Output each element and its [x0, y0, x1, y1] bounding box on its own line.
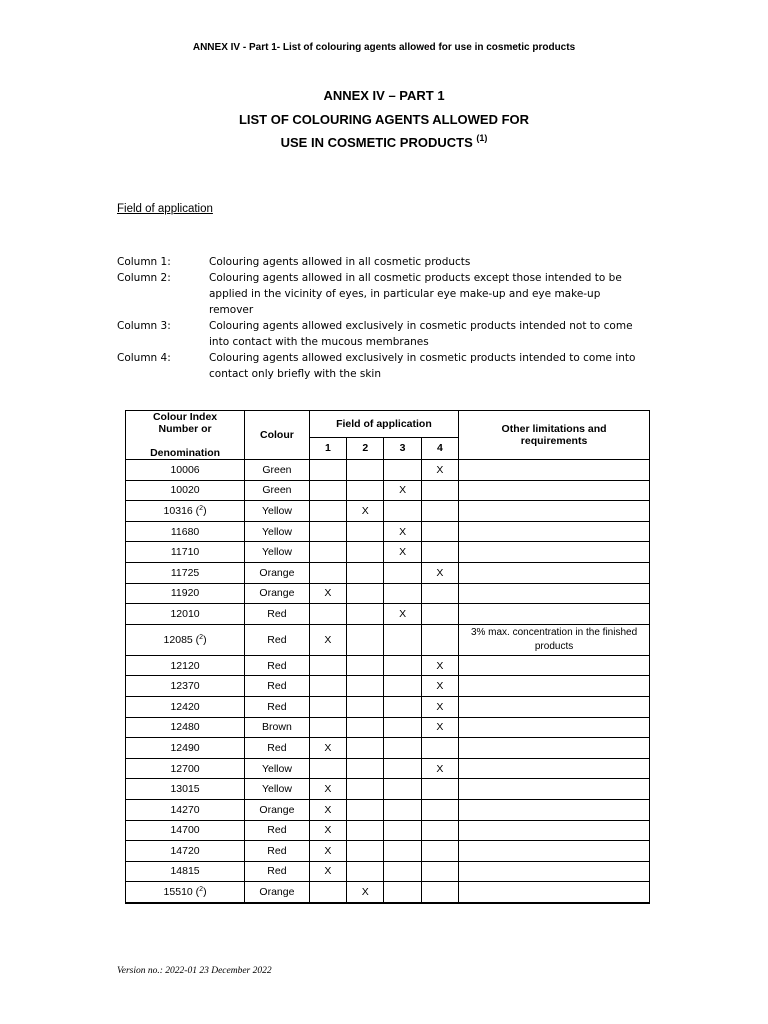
field-col-2-cell	[347, 676, 384, 697]
colour-cell: Red	[245, 861, 310, 882]
field-col-2-cell	[347, 480, 384, 501]
field-col-1-cell	[309, 542, 346, 563]
field-col-2-cell	[347, 841, 384, 862]
colour-cell: Red	[245, 841, 310, 862]
colour-cell: Green	[245, 460, 310, 481]
field-col-3-cell	[384, 861, 421, 882]
footnote-marker: (1)	[476, 133, 488, 143]
table-row	[126, 562, 650, 583]
field-col-4-cell	[421, 521, 458, 542]
table-row	[126, 738, 650, 759]
limitations-cell	[459, 480, 650, 501]
field-of-application-heading: Field of application	[117, 203, 213, 215]
limitations-cell	[459, 604, 650, 625]
limitations-cell	[459, 841, 650, 862]
field-col-3-cell	[384, 820, 421, 841]
colour-index-value: 12120	[170, 659, 200, 672]
field-col-1-cell	[309, 758, 346, 779]
field-col-4-cell	[421, 861, 458, 882]
limitations-cell	[459, 460, 650, 481]
field-col-4-cell	[421, 841, 458, 862]
footnote-close: )	[203, 504, 207, 517]
colour-cell: Yellow	[245, 501, 310, 522]
limitations-cell	[459, 521, 650, 542]
footnote-ref: 2	[199, 886, 204, 894]
field-col-2-cell	[347, 521, 384, 542]
colour-index-cell	[126, 841, 245, 862]
field-col-3-cell	[384, 501, 421, 522]
limitations-cell	[459, 758, 650, 779]
field-col-4-cell	[421, 624, 458, 655]
colour-index-cell	[126, 861, 245, 882]
colour-index-value: 10006	[170, 463, 200, 476]
header-limits-line2: requirements	[520, 435, 588, 447]
colour-cell: Red	[245, 738, 310, 759]
limitations-cell: 3% max. concentration in the finished products	[459, 624, 650, 655]
field-col-1-cell: X	[309, 820, 346, 841]
field-col-4-cell	[421, 820, 458, 841]
header-column-4: 4	[421, 437, 458, 459]
column-legend-label: Column 2:	[117, 272, 171, 284]
table-row	[126, 583, 650, 604]
field-col-1-cell	[309, 717, 346, 738]
field-col-4-cell: X	[421, 460, 458, 481]
header-column-1: 1	[309, 437, 346, 459]
header-colour: Colour	[245, 411, 310, 460]
field-col-3-cell	[384, 882, 421, 903]
field-col-2-cell	[347, 758, 384, 779]
colour-cell: Red	[245, 655, 310, 676]
limitations-cell	[459, 779, 650, 800]
field-col-4-cell	[421, 738, 458, 759]
header-column-3: 3	[384, 437, 421, 459]
columns-legend	[117, 254, 647, 382]
field-col-3-cell: X	[384, 521, 421, 542]
colour-index-value: 10020	[170, 484, 200, 497]
field-col-4-cell: X	[421, 562, 458, 583]
field-col-4-cell: X	[421, 696, 458, 717]
field-col-4-cell: X	[421, 655, 458, 676]
colour-index-value: 12010	[170, 607, 200, 620]
colour-index-value: 10316 (	[163, 504, 200, 517]
colour-index-value: 14720	[170, 844, 200, 857]
colour-index-cell	[126, 738, 245, 759]
colour-index-cell	[126, 624, 245, 655]
field-col-1-cell: X	[309, 738, 346, 759]
field-col-4-cell	[421, 779, 458, 800]
field-col-1-cell: X	[309, 583, 346, 604]
colour-cell: Yellow	[245, 542, 310, 563]
colour-index-cell	[126, 717, 245, 738]
annex-title: ANNEX IV – PART 1	[323, 88, 445, 103]
table-row	[126, 717, 650, 738]
table-row	[126, 521, 650, 542]
colour-index-value: 14700	[170, 824, 200, 837]
colour-index-cell	[126, 676, 245, 697]
colour-index-value: 14270	[170, 803, 200, 816]
table-row	[126, 882, 650, 903]
colour-cell: Red	[245, 676, 310, 697]
column-legend-label: Column 4:	[117, 352, 171, 364]
colour-cell: Yellow	[245, 779, 310, 800]
colour-cell: Yellow	[245, 758, 310, 779]
colouring-agents-table	[125, 410, 650, 904]
page-title	[0, 86, 768, 152]
field-col-4-cell	[421, 882, 458, 903]
field-col-2-cell	[347, 779, 384, 800]
footnote-ref: 2	[199, 504, 204, 512]
field-col-2-cell	[347, 460, 384, 481]
colour-index-cell	[126, 460, 245, 481]
limitations-cell	[459, 696, 650, 717]
field-col-1-cell	[309, 882, 346, 903]
footnote-ref: 2	[199, 633, 204, 641]
table-row	[126, 480, 650, 501]
limitations-cell	[459, 676, 650, 697]
field-col-3-cell: X	[384, 604, 421, 625]
field-col-4-cell	[421, 799, 458, 820]
column-legend-text: Colouring agents allowed in all cosmetic products	[209, 256, 471, 268]
field-col-3-cell	[384, 696, 421, 717]
colour-index-cell	[126, 799, 245, 820]
column-legend-item	[117, 350, 647, 382]
colour-cell: Orange	[245, 882, 310, 903]
colour-index-value: 12420	[170, 700, 200, 713]
field-col-2-cell	[347, 696, 384, 717]
field-col-1-cell	[309, 604, 346, 625]
table-row	[126, 779, 650, 800]
field-col-2-cell	[347, 583, 384, 604]
field-col-3-cell: X	[384, 542, 421, 563]
limitations-cell	[459, 501, 650, 522]
header-limits-line1: Other limitations and	[501, 423, 607, 435]
header-index-line3: Denomination	[150, 447, 221, 459]
field-col-4-cell	[421, 583, 458, 604]
limitations-cell	[459, 542, 650, 563]
field-col-1-cell: X	[309, 861, 346, 882]
field-col-4-cell	[421, 501, 458, 522]
table-row	[126, 460, 650, 481]
field-col-2-cell	[347, 624, 384, 655]
header-index-line1: Colour Index	[152, 411, 218, 423]
colour-index-cell	[126, 779, 245, 800]
table-row	[126, 861, 650, 882]
table-row	[126, 820, 650, 841]
field-col-2-cell	[347, 861, 384, 882]
field-col-3-cell	[384, 717, 421, 738]
table-row	[126, 799, 650, 820]
field-col-4-cell	[421, 542, 458, 563]
limitations-cell	[459, 738, 650, 759]
field-col-2-cell	[347, 542, 384, 563]
colour-index-cell	[126, 542, 245, 563]
column-legend-label: Column 3:	[117, 320, 171, 332]
limitations-cell	[459, 655, 650, 676]
column-legend-text: Colouring agents allowed exclusively in cosmetic products intended to come into contact only briefly with the skin	[209, 352, 636, 380]
field-col-2-cell: X	[347, 501, 384, 522]
colour-index-cell	[126, 604, 245, 625]
table-row	[126, 696, 650, 717]
field-col-3-cell	[384, 583, 421, 604]
colour-cell: Orange	[245, 562, 310, 583]
field-col-3-cell	[384, 624, 421, 655]
colour-index-cell	[126, 882, 245, 903]
limitations-cell	[459, 861, 650, 882]
colour-index-value: 15510 (	[163, 886, 200, 899]
list-title-line1: LIST OF COLOURING AGENTS ALLOWED FOR	[238, 112, 530, 127]
field-col-1-cell: X	[309, 779, 346, 800]
field-col-4-cell: X	[421, 717, 458, 738]
limitations-cell	[459, 562, 650, 583]
running-header: ANNEX IV - Part 1- List of colouring agents allowed for use in cosmetic products	[192, 42, 576, 53]
colour-index-cell	[126, 820, 245, 841]
colour-index-value: 12490	[170, 741, 200, 754]
field-col-4-cell	[421, 604, 458, 625]
colour-cell: Red	[245, 820, 310, 841]
field-col-1-cell	[309, 696, 346, 717]
colour-cell: Green	[245, 480, 310, 501]
field-col-4-cell	[421, 480, 458, 501]
field-col-2-cell	[347, 562, 384, 583]
colour-index-value: 11920	[170, 587, 200, 600]
field-col-3-cell	[384, 799, 421, 820]
field-col-1-cell	[309, 460, 346, 481]
colour-index-value: 11710	[170, 546, 200, 559]
field-col-4-cell: X	[421, 758, 458, 779]
colour-cell: Red	[245, 696, 310, 717]
colour-cell: Brown	[245, 717, 310, 738]
header-limitations	[459, 411, 650, 460]
field-col-3-cell	[384, 655, 421, 676]
column-legend-item	[117, 270, 647, 318]
limitations-cell	[459, 882, 650, 903]
table-row	[126, 542, 650, 563]
field-col-2-cell: X	[347, 882, 384, 903]
field-col-1-cell: X	[309, 624, 346, 655]
field-col-2-cell	[347, 799, 384, 820]
colour-index-value: 13015	[170, 783, 200, 796]
table-row	[126, 676, 650, 697]
colour-index-cell	[126, 583, 245, 604]
field-col-2-cell	[347, 604, 384, 625]
colour-index-value: 12370	[170, 680, 200, 693]
column-legend-item	[117, 254, 647, 270]
footnote-close: )	[203, 633, 207, 646]
field-col-3-cell	[384, 738, 421, 759]
header-field-of-application: Field of application	[309, 411, 458, 438]
field-col-3-cell	[384, 758, 421, 779]
column-legend-text: Colouring agents allowed exclusively in cosmetic products intended not to come into contact with the mucous membranes	[209, 320, 633, 348]
colour-index-cell	[126, 655, 245, 676]
field-col-3-cell	[384, 841, 421, 862]
limitations-cell	[459, 583, 650, 604]
colour-index-value: 11725	[170, 566, 200, 579]
field-col-1-cell: X	[309, 799, 346, 820]
header-colour-index	[126, 411, 245, 460]
colour-index-cell	[126, 758, 245, 779]
column-legend-label: Column 1:	[117, 256, 171, 268]
colour-index-value: 11680	[170, 525, 200, 538]
field-col-1-cell	[309, 501, 346, 522]
colour-index-cell	[126, 480, 245, 501]
footnote-close: )	[203, 886, 207, 899]
table-row	[126, 604, 650, 625]
version-footer: Version no.: 2022-01 23 December 2022	[117, 966, 272, 976]
field-col-3-cell	[384, 676, 421, 697]
field-col-3-cell: X	[384, 480, 421, 501]
colour-cell: Yellow	[245, 521, 310, 542]
header-column-2: 2	[347, 437, 384, 459]
field-col-3-cell	[384, 460, 421, 481]
colour-index-value: 12085 (	[163, 633, 200, 646]
colour-cell: Red	[245, 604, 310, 625]
limitations-cell	[459, 717, 650, 738]
field-col-2-cell	[347, 717, 384, 738]
colour-index-value: 12480	[170, 721, 200, 734]
field-col-1-cell	[309, 655, 346, 676]
colour-cell: Orange	[245, 583, 310, 604]
table-row	[126, 501, 650, 522]
field-col-4-cell: X	[421, 676, 458, 697]
table-row	[126, 624, 650, 655]
field-col-2-cell	[347, 738, 384, 759]
field-col-1-cell	[309, 676, 346, 697]
field-col-3-cell	[384, 562, 421, 583]
colour-index-cell	[126, 696, 245, 717]
column-legend-item	[117, 318, 647, 350]
colour-index-cell	[126, 501, 245, 522]
colour-cell: Orange	[245, 799, 310, 820]
colour-index-value: 14815	[170, 865, 200, 878]
field-col-3-cell	[384, 779, 421, 800]
colour-index-value: 12700	[170, 762, 200, 775]
field-col-1-cell: X	[309, 841, 346, 862]
list-title-line2	[0, 129, 768, 152]
field-col-2-cell	[347, 655, 384, 676]
field-col-1-cell	[309, 562, 346, 583]
field-col-1-cell	[309, 480, 346, 501]
limitations-cell	[459, 799, 650, 820]
list-title-text: USE IN COSMETIC PRODUCTS	[280, 135, 473, 150]
colour-cell: Red	[245, 624, 310, 655]
table-row	[126, 841, 650, 862]
column-legend-text: Colouring agents allowed in all cosmetic products except those intended to be applied in the vicinity of eyes, in particular eye make-up and eye make-up remover	[209, 272, 622, 316]
colour-index-cell	[126, 562, 245, 583]
table-row	[126, 758, 650, 779]
table-row	[126, 655, 650, 676]
colour-index-cell	[126, 521, 245, 542]
field-col-2-cell	[347, 820, 384, 841]
field-col-1-cell	[309, 521, 346, 542]
limitations-cell	[459, 820, 650, 841]
header-index-line2: Number or	[158, 423, 212, 435]
